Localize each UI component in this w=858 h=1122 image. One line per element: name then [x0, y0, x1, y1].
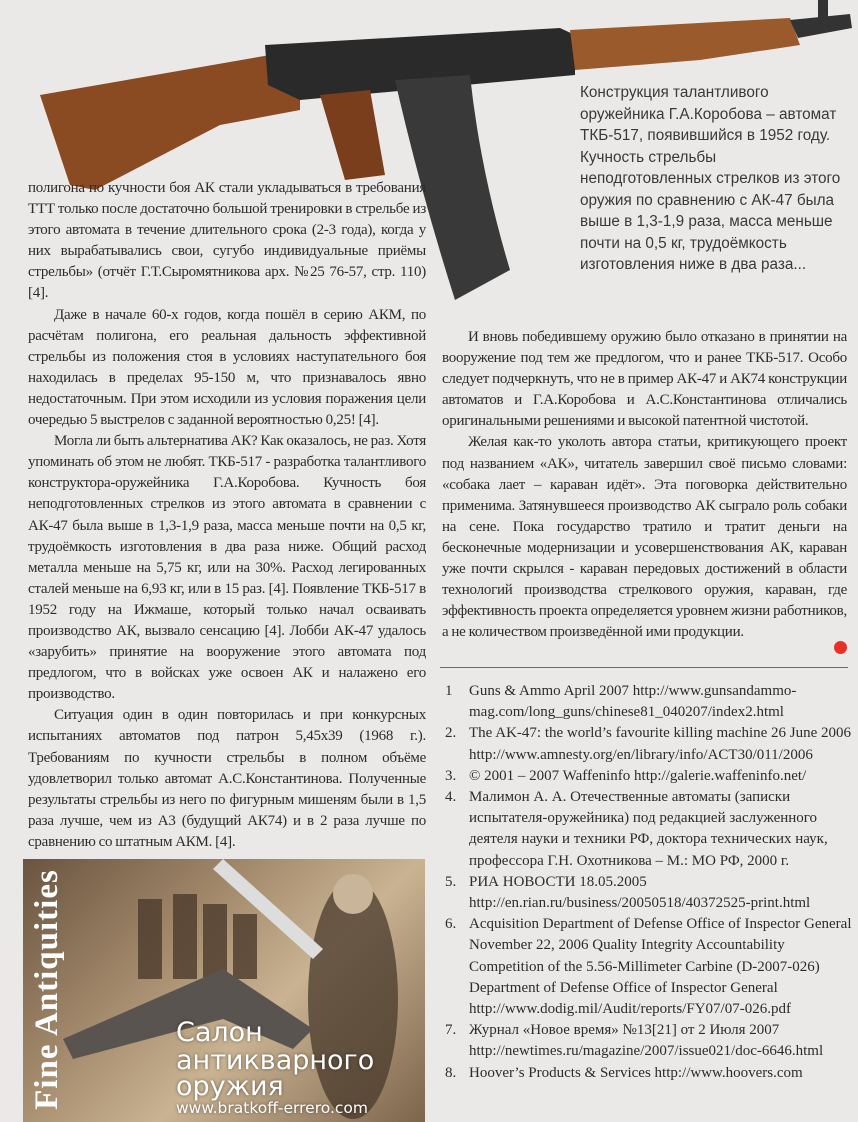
- paragraph: полигона по кучности боя АК стали укладываться в требования ТТТ только после достаточно большой тренировки в стрельбе из этого автомата в течение длительного срока (2-3 года), когда у них вырабатывались свои, сугубо индивидуальные приёмы стрельбы» (отчёт Г.Т.Сыромятникова арх. №25 76-57, стр. 110) [4].: [28, 180, 426, 302]
- reference-text: Hoover’s Products & Services http://www.hoovers.com: [469, 1064, 803, 1081]
- reference-item: 1 Guns & Ammo April 2007 http://www.gunsandammo-mag.com/long_guns/chinese81_040207/index2.html: [445, 681, 855, 723]
- ad-title-line: оружия: [176, 1071, 284, 1102]
- paragraph: Желая как-то уколоть автора статьи, критикующего проект под названием «АК», читатель завершил своё письмо словами: «собака лает – караван идёт». Эта поговорка действительно применима. Затянувшееся производство АК сыграло роль собаки на сене. Пока государство тратило и тратит деньги на бесконечные модернизации и усовершенствования АК, караван уже почти скрылся - караван передовых достижений в области технологий производства стрелкового оружия, караван, где эффективность проекта определяется уровнем жизни работников, а не количеством произведённой ими продукции.: [442, 434, 847, 641]
- reference-text: Guns & Ammo April 2007 http://www.gunsandammo-mag.com/long_guns/chinese81_040207/index2.html: [469, 683, 797, 721]
- right-column-text: [442, 327, 847, 643]
- ad-title-line: Салон: [176, 1017, 263, 1048]
- paragraph: И вновь победившему оружию было отказано в принятии на вооружение под тем же предлогом, что и ранее ТКБ-517. Особо следует подчеркнуть, что не в пример АК-47 и АК74 конструкции автоматов и Г.А.Коробова и А.С.Константинова отличались оригинальными решениями и высокой патентной чистотой.: [442, 329, 847, 430]
- ad-title-line: антикварного: [176, 1045, 375, 1076]
- references-list: [445, 681, 855, 1084]
- reference-item: 7. Журнал «Новое время» №13[21] от 2 Июля 2007 http://newtimes.ru/magazine/2007/issue021/doc-6646.html: [445, 1020, 855, 1062]
- antique-weapons-advertisement: [23, 859, 425, 1122]
- end-of-article-mark: [834, 641, 847, 654]
- rifle-front-sight: [818, 0, 828, 18]
- ad-brand: Fine Antiquities: [29, 869, 65, 1110]
- reference-item: 8. Hoover’s Products & Services http://www.hoovers.com: [445, 1063, 855, 1084]
- reference-text: Журнал «Новое время» №13[21] от 2 Июля 2007 http://newtimes.ru/magazine/2007/issue021/doc-6646.html: [469, 1022, 824, 1060]
- reference-item: 2. The AK-47: the world’s favourite killing machine 26 June 2006 http://www.amnesty.org/en/library/info/ACT30/011/2006: [445, 723, 855, 765]
- left-column-text: [28, 178, 426, 853]
- references-divider: [440, 667, 848, 668]
- reference-item: 4. Малимон А. А. Отечественные автоматы (записки испытателя-оружейника) под редакцией заслуженного деятеля науки и техники РФ, доктора технических наук, профессора Г.Н. Охотникова – М.: МО РФ, 2000 г.: [445, 787, 855, 872]
- reference-text: Малимон А. А. Отечественные автоматы (записки испытателя-оружейника) под редакцией заслуженного деятеля науки и техники РФ, доктора технических наук, профессора Г.Н. Охотникова – М.: МО РФ, 2000 г.: [469, 789, 828, 869]
- rifle-handguard: [570, 18, 800, 70]
- rifle-stock: [40, 55, 300, 190]
- paragraph: Могла ли быть альтернатива АК? Как оказалось, не раз. Хотя упоминать об этом не любят. ТКБ-517 - разработка талантливого конструктора-оружейника Г.А.Коробова. Кучность боя неподготовленных стрелков из этого автомата в сравнении с АК-47 была выше в 1,3-1,9 раза, масса меньше почти на 0,5 кг, трудоёмкость изготовления в два раза ниже. Общий расход металла меньше на 5,75 кг, или на 30%. Расход легированных сталей меньше на 6,93 кг, или в 15 раз. [4]. Появление ТКБ-517 в 1952 году на Ижмаше, который только начал осваивать производство АК, вызвало сенсацию [4]. Лобби АК-47 удалось «зарубить» принятие на вооружение этого автомата под предлогом, что в войсках уже освоен АК и налажено его производство.: [28, 433, 426, 703]
- ad-website-link[interactable]: www.bratkoff-errero.com: [176, 1099, 368, 1117]
- reference-item: 3. © 2001 – 2007 Waffeninfo http://galerie.waffeninfo.net/: [445, 766, 855, 787]
- rifle-grip: [320, 90, 385, 180]
- paragraph: Даже в начале 60-х годов, когда пошёл в серию АКМ, по расчётам полигона, его реальная дальность эффективной стрельбы из положения стоя в условиях наступательного боя находилась в пределах 95-150 м, что признавалось явно недостаточным. При этом исходили из условия поражения цели очередью 5 выстрелов с заданной вероятностью 0,25! [4].: [28, 306, 426, 429]
- photo-caption: Конструкция талантливого оружейника Г.А.Коробова – автомат ТКБ-517, появившийся в 1952 году. Кучность стрельбы неподготовленных стрелков из этого оружия по сравнению с АК-47 была выше в 1,3-1,9 раза, масса меньше почти на 0,5 кг, трудоёмкость изготовления ниже в два раза...: [580, 84, 841, 273]
- reference-text: The AK-47: the world’s favourite killing machine 26 June 2006 http://www.amnesty.org/en/library/info/ACT30/011/2006: [469, 725, 852, 763]
- paragraph: Ситуация один в один повторилась и при конкурсных испытаниях автоматов под патрон 5,45x39 (1968 г.). Требованиям по кучности стрельбы в полном объёме удовлетворил только автомат А.С.Константинова. Полученные результаты стрельбы из него по фигурным мишеням были в 1,5 раза лучше, чем из А3 (будущий АК74) и в 2 раза лучше по сравнению со штатным АКМ. [4].: [28, 707, 426, 850]
- reference-item: 6. Acquisition Department of Defense Office of Inspector General November 22, 2006 Quality Integrity Accountability Competition of the 5.56-Millimeter Carbine (D-2007-026) Department of Defense Office of Inspector General http://www.dodig.mil/Audit/reports/FY07/07-026.pdf: [445, 914, 855, 1020]
- reference-item: 5. РИА НОВОСТИ 18.05.2005 http://en.rian.ru/business/20050518/40372525-print.html: [445, 872, 855, 914]
- reference-text: Acquisition Department of Defense Office of Inspector General November 22, 2006 Quality Integrity Accountability Competition of the 5.56-Millimeter Carbine (D-2007-026) Department of Defense Office of Inspector General http://www.dodig.mil/Audit/reports/FY07/07-026.pdf: [469, 916, 852, 1018]
- reference-text: © 2001 – 2007 Waffeninfo http://galerie.waffeninfo.net/: [469, 767, 807, 784]
- reference-text: РИА НОВОСТИ 18.05.2005 http://en.rian.ru/business/20050518/40372525-print.html: [469, 873, 811, 912]
